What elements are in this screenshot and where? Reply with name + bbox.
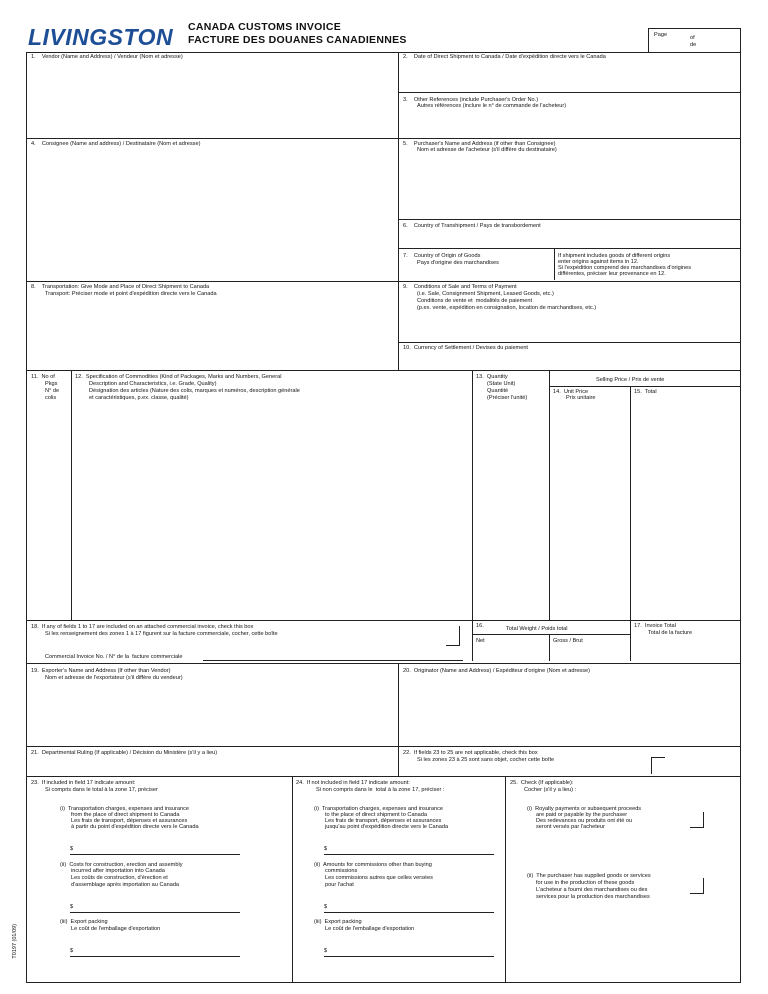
field-4-label: 4. Consignee (Name and address) / Destinataire (Nom et adresse) [31,141,201,147]
dollar-sign: $ [324,846,328,852]
field-12-label-fr: et caractéristiques, p.ex. classe, qualité) [89,395,189,401]
field-18-checkbox[interactable] [446,626,460,646]
divider [292,776,293,983]
dollar-sign: $ [324,948,328,954]
field-9-label-fr: (p.ex. vente, expédition en consignation, location de marchandises, etc.) [417,305,597,311]
field-25-ii-label-fr: services pour la production des marchandises [536,894,650,900]
dollar-sign: $ [70,948,74,954]
field-8-label: 8. Transportation: Give Mode and Place of Direct Shipment to Canada [31,284,210,290]
total-column[interactable] [632,405,739,617]
unit-price-column[interactable] [551,405,629,617]
commercial-invoice-input[interactable] [203,660,463,661]
field-24-i-label-fr: Les frais de transport, dépenses et assurances [325,818,442,824]
field-6-label: 6. Country of Transhipment / Pays de transbordement [403,223,541,229]
form-title-fr: FACTURE DES DOUANES CANADIENNES [188,34,407,46]
field-23-i-label: (i) Transportation charges, expenses and insurance [60,806,190,812]
commercial-invoice-label: Commercial Invoice No. / N° de la facture commerciale [45,654,183,660]
packages-column[interactable] [28,405,70,617]
commodities-column[interactable] [73,405,471,617]
field-18-label-fr: Si les renseignement des zones 1 à 17 figurent sur la facture commerciale, cocher, cette boîte [45,631,278,637]
field-14-label: 14. Unit Price [553,389,589,395]
net-weight-input[interactable] [474,646,548,660]
field-23-iii-label-fr: Le coût de l'emballage d'exportation [71,926,161,932]
field-12-label: Description and Characteristics, i.e. Grade, Quality) [89,381,217,387]
divider [398,663,399,776]
field-9-label: (i.e. Sale, Consignment Shipment, Leased Goods, etc.) [417,291,554,297]
rule [26,370,741,371]
field-23-ii-label: incurred after importation into Canada [71,868,165,874]
field-3-label-fr: Autres références (inclure le n° de commande de l'acheteur) [417,103,567,109]
form-title-en: CANADA CUSTOMS INVOICE [188,21,342,33]
divider [472,370,473,661]
divider [505,776,506,983]
dollar-sign: $ [70,904,74,910]
field-11-label-fr: colis [45,395,57,401]
field-8-label-fr: Transport: Préciser mode et point d'expédition directe vers le Canada [45,291,217,297]
field-14-label-fr: Prix unitaire [566,395,596,401]
vendor-area[interactable] [30,63,394,135]
field-17-label-fr: Total de la facture [648,630,693,636]
dollar-sign: $ [70,846,74,852]
of-label: of [690,35,695,41]
rule [26,746,741,747]
field-24-label: 24. If not included in field 17 indicate amount: [296,780,410,786]
field-7-label-fr: Pays d'origine des marchandises [417,260,499,266]
originator-area[interactable] [402,677,738,744]
field-20-label: 20. Originator (Name and Address) / Expéditeur d'origine (Nom et adresse) [403,668,590,674]
field-23-ii-label-fr: Les coûts de construction, d'érection et [71,875,168,881]
field-7-note: enter origins against items in 12. [558,259,639,265]
field-23-i-label-fr: à partir du point d'expédition directe vers le Canada [71,824,199,830]
field-24-ii-label: commissions [325,868,358,874]
field-3-label: 3. Other References (include Purchaser's Order No.) [403,97,539,103]
field-24-ii-label: (ii) Amounts for commissions other than buying [314,862,432,868]
field-11-label: Pkgs [45,381,58,387]
ruling-area[interactable] [30,758,394,774]
net-weight-label: Net [476,638,485,644]
divider [549,370,550,620]
rule [26,620,741,621]
field-23-iii-amount[interactable] [70,956,240,957]
field-5-label: 5. Purchaser's Name and Address (if other than Consignee) [403,141,556,147]
field-7-note: différentes, préciser leur provenance en 12. [558,271,666,277]
field-7-label: 7. Country of Origin of Goods [403,253,481,259]
field-23-iii-label: (iii) Export packing [60,919,108,925]
rule [549,386,741,387]
rule [398,219,741,220]
divider [398,52,399,370]
purchaser-area[interactable] [402,156,738,218]
field-25-label: 25. Check (If applicable): [510,780,574,786]
divider [71,370,72,620]
field-22-checkbox[interactable] [651,757,665,774]
rule [472,634,630,635]
dollar-sign: $ [324,904,328,910]
page-label: Page [654,32,668,38]
field-25-i-label: are paid or payable by the purchaser [536,812,628,818]
field-24-ii-label-fr: pour l'achat [325,882,354,888]
rule [26,663,741,664]
field-13-label: 13. Quantity [476,374,508,380]
rule [398,92,741,93]
rule [398,248,741,249]
field-25-i-label: (i) Royalty payments or subsequent proceeds [527,806,642,812]
field-24-label-fr: Si non compris dans le total à la zone 17, préciser : [316,787,445,793]
field-23-ii-label-fr: d'assemblage après importation au Canada [71,882,180,888]
field-25-i-label-fr: Des redevances ou produits ont été ou [536,818,633,824]
field-9-label-fr: Conditions de vente et modalités de paiement [417,298,533,304]
field-22-label: 22. If fields 23 to 25 are not applicable, check this box [403,750,538,756]
field-19-label-fr: Nom et adresse de l'exportateur (s'il diffère du vendeur) [45,675,183,681]
field-25-i-label-fr: seront versés par l'acheteur [536,824,605,830]
transportation-area[interactable] [30,300,394,368]
field-24-i-label: to the place of direct shipment to Canada [325,812,427,818]
field-25-label-fr: Cocher (s'il y a lieu) : [524,787,577,793]
field-2-label: 2. Date of Direct Shipment to Canada / Date d'expédition directe vers le Canada [403,54,606,60]
field-24-iii-amount[interactable] [324,956,494,957]
field-23-i-label: from the place of direct shipment to Canada [71,812,180,818]
field-23-label: 23. If included in field 17 indicate amount: [31,780,136,786]
form-code: T0197 (01/09) [11,924,18,959]
field-13-label-fr: (Préciser l'unité) [487,395,528,401]
field-7-note: If shipment includes goods of different origins [558,253,671,259]
field-24-iii-label-fr: Le coût de l'emballage d'exportation [325,926,415,932]
divider [549,634,550,661]
field-23-i-amount[interactable] [70,854,240,855]
field-12-label: 12. Specification of Commodities (Kind of Packages, Marks and Numbers, General [75,374,282,380]
field-1-label: 1. Vendor (Name and Address) / Vendeur (Nom et adresse) [31,54,183,60]
field-23-label-fr: Si compris dans le total à la zone 17, préciser [45,787,158,793]
field-15-label: 15. Total [634,389,657,395]
gross-weight-input[interactable] [551,646,629,660]
field-11-label: 11. No of [31,374,55,380]
field-25-ii-label: (ii) The purchaser has supplied goods or services [527,873,651,879]
quantity-column[interactable] [474,405,548,617]
shipment-date-area[interactable] [402,63,738,91]
field-25-i-checkbox[interactable] [690,812,704,828]
field-19-label: 19. Exporter's Name and Address (If other than Vendor) [31,668,171,674]
field-24-i-amount[interactable] [324,854,494,855]
field-24-ii-label-fr: Les commissions autres que celles versées [325,875,433,881]
exporter-area[interactable] [30,684,394,744]
rule [398,342,741,343]
field-24-i-label-fr: jusqu'au point d'expédition directe vers le Canada [325,824,449,830]
field-16-label: 16. [476,623,484,629]
selling-price-label: Selling Price / Prix de vente [596,377,665,383]
field-10-label: 10. Currency of Settlement / Devises du paiement [403,345,528,351]
total-weight-label: Total Weight / Poids total [506,626,568,632]
rule [26,52,741,53]
divider [554,248,555,280]
rule [26,281,741,282]
de-label: de [690,42,697,48]
field-21-label: 21. Departmental Ruling (If applicable) / Décision du Ministère (s'il y a lieu) [31,750,218,756]
field-24-ii-amount[interactable] [324,912,494,913]
field-25-ii-label-fr: L'acheteur a fourni des marchandises ou des [536,887,648,893]
field-9-label: 9. Conditions of Sale and Terms of Payment [403,284,517,290]
field-5-label-fr: Nom et adresse de l'acheteur (s'il diffère du destinataire) [417,147,557,153]
transhipment-area[interactable] [402,231,738,246]
field-12-label-fr: Désignation des articles (Nature des colis, marques et numéros, description générale [89,388,300,394]
rule [26,138,741,139]
field-22-label-fr: Si les zones 23 à 25 sont sans objet, cocher cette boîte [417,757,555,763]
field-13-label: (State Unit) [487,381,516,387]
currency-area[interactable] [402,354,738,368]
gross-weight-label: Gross / Brut [553,638,583,644]
field-23-ii-label: (ii) Costs for construction, erection and assembly [60,862,183,868]
consignee-area[interactable] [30,150,394,278]
livingston-logo: LIVINGSTON [28,24,174,50]
rule [26,776,741,777]
field-13-label-fr: Quantité [487,388,509,394]
field-23-i-label-fr: Les frais de transport, dépenses et assurances [71,818,188,824]
field-25-ii-label: for use in the production of these goods [536,880,635,886]
field-23-ii-amount[interactable] [70,912,240,913]
field-7-note: Si l'expédition comprend des marchandises d'origines [558,265,692,271]
field-17-label: 17. Invoice Total [634,623,676,629]
invoice-total-input[interactable] [632,640,739,660]
field-24-i-label: (i) Transportation charges, expenses and insurance [314,806,444,812]
conditions-area[interactable] [402,314,738,340]
field-25-ii-checkbox[interactable] [690,878,704,894]
field-24-iii-label: (iii) Export packing [314,919,362,925]
other-references-area[interactable] [402,112,738,136]
field-18-label: 18. If any of fields 1 to 17 are included on an attached commercial invoice, check this box [31,624,254,630]
field-11-label-fr: N° de [45,388,60,394]
